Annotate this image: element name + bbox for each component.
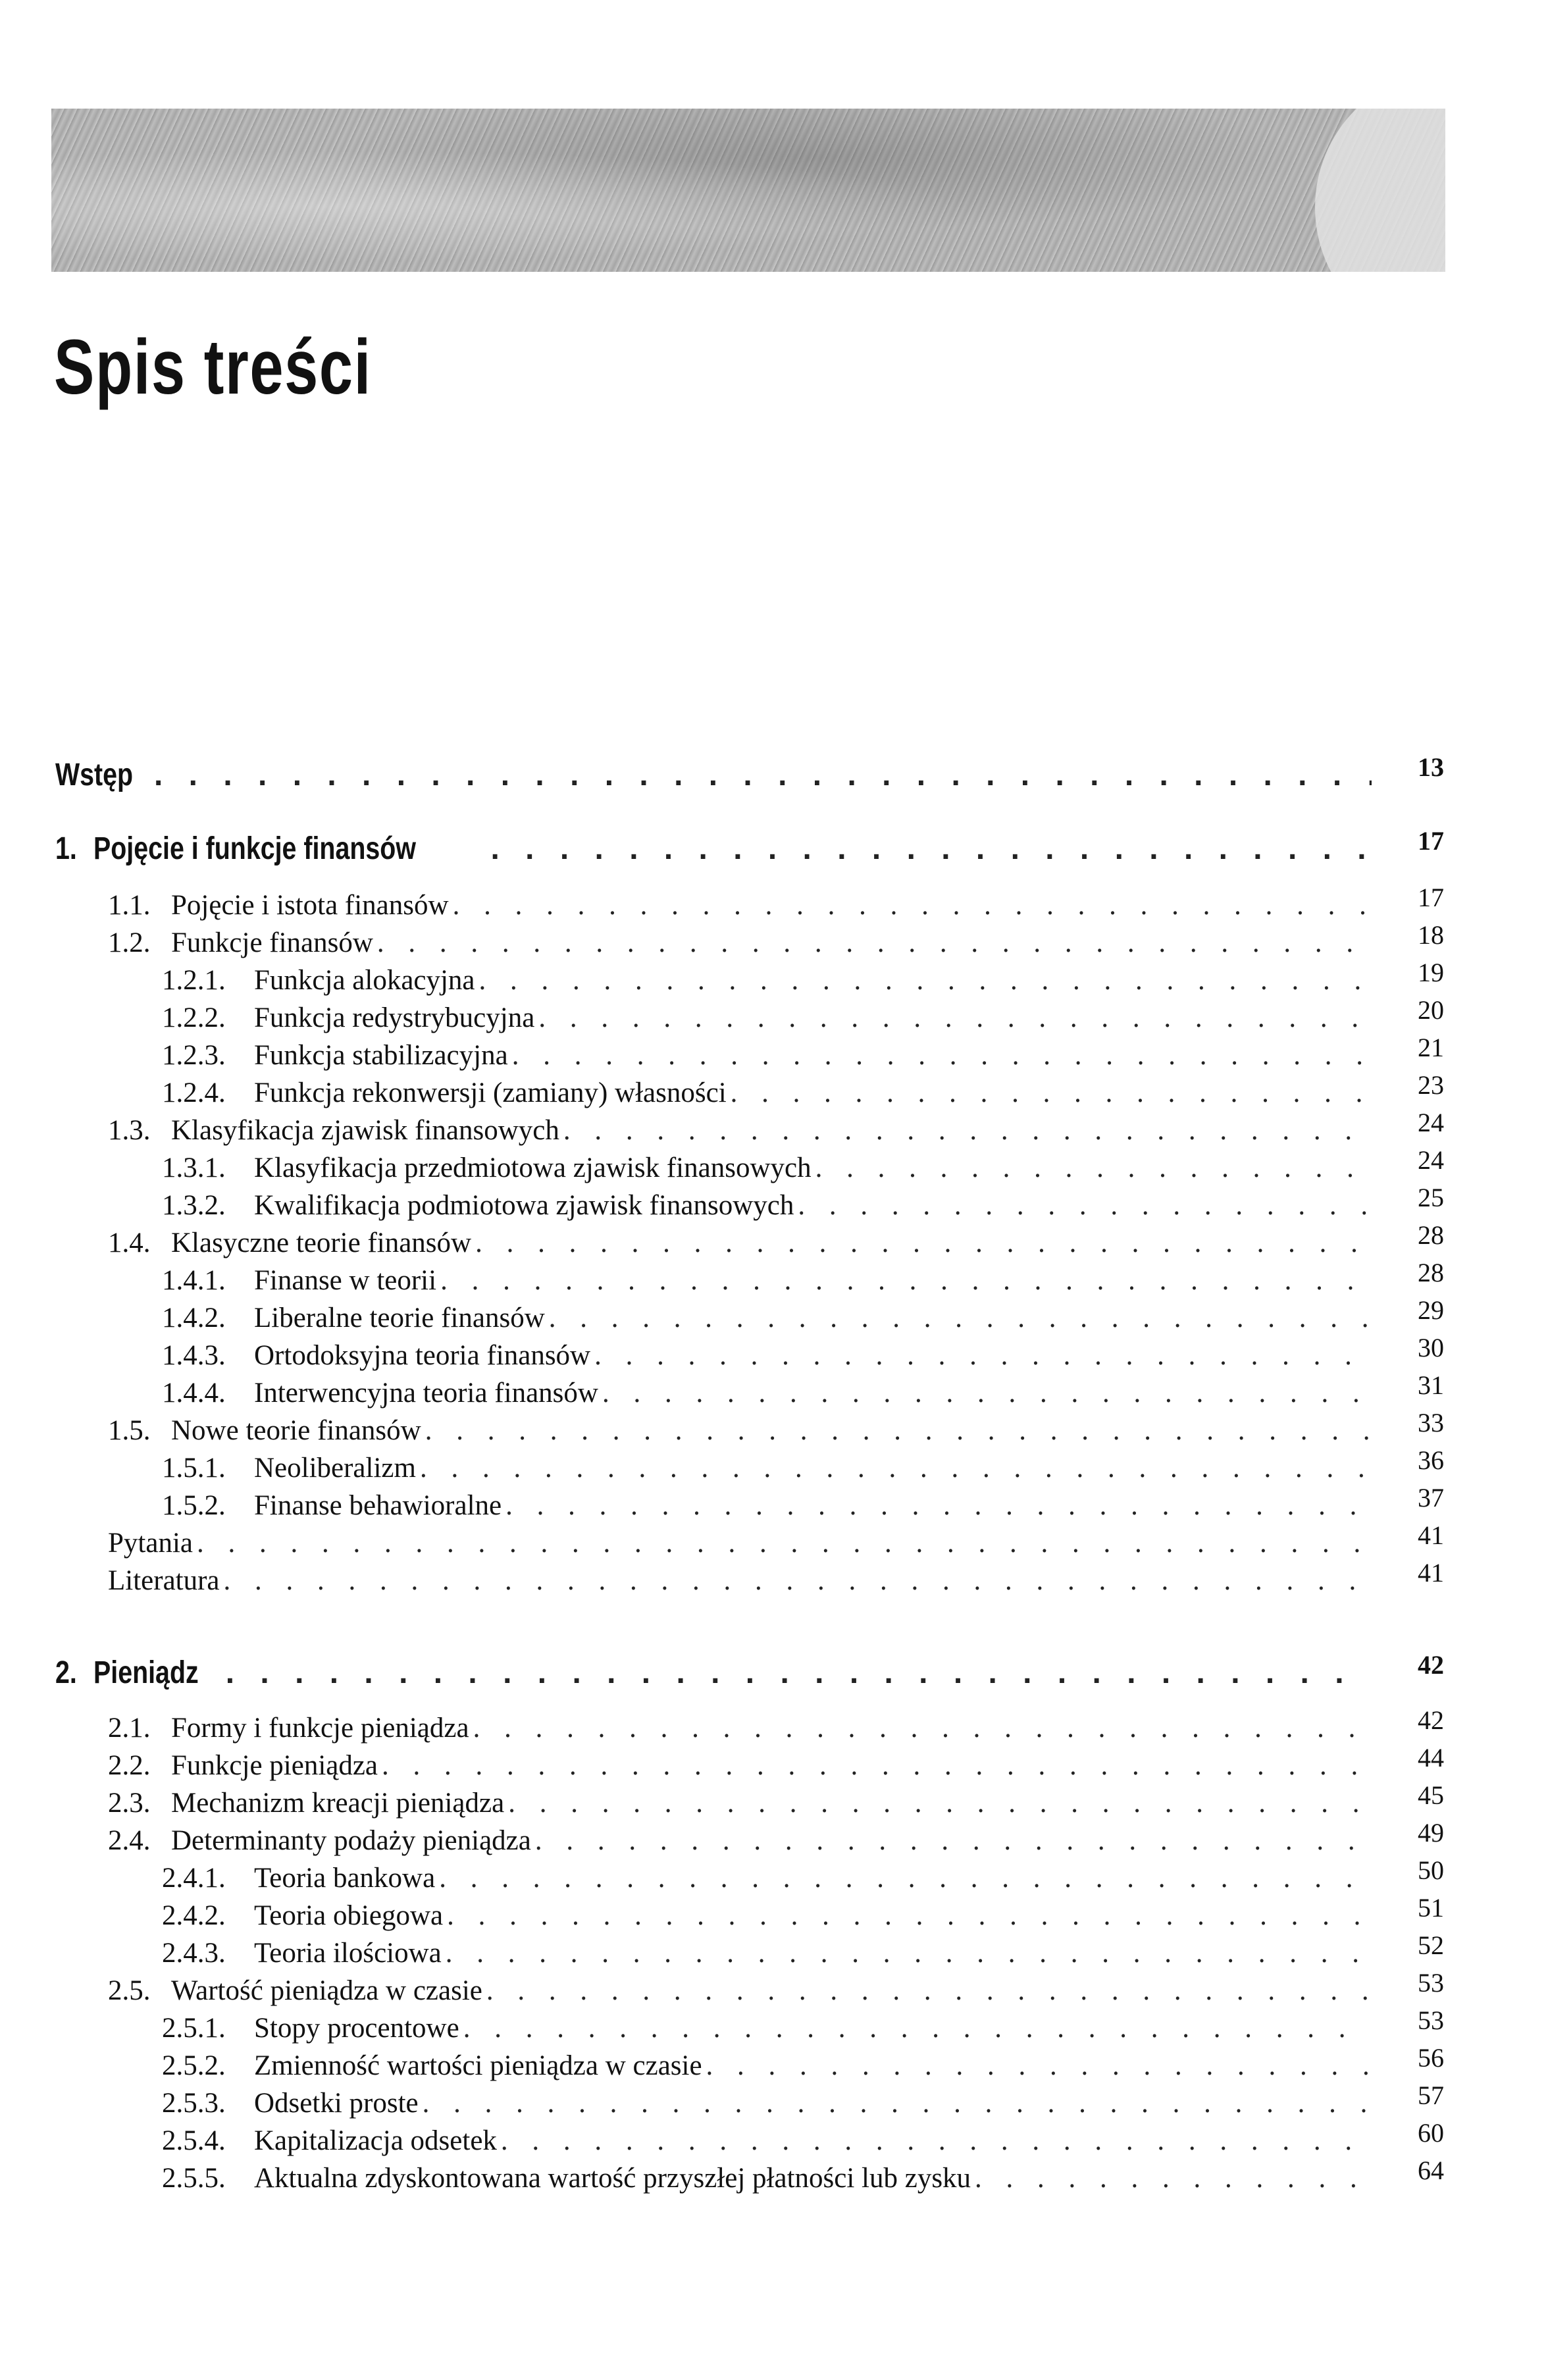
toc-entry: [162, 2005, 1444, 2047]
toc-entry-page-number: 41: [1418, 1520, 1444, 1550]
toc-entry-page-number: 18: [1418, 920, 1444, 950]
dot-leader: [473, 1710, 1372, 1747]
toc-entry-title: Funkcja rekonwersji (zamiany) własności: [254, 1077, 727, 1108]
toc-entry-title: Aktualna zdyskontowana wartość przyszłej płatności lub zysku: [254, 2163, 971, 2194]
toc-entry-number: 2.4.2.: [162, 1900, 226, 1931]
toc-entry-number: 1.4.1.: [162, 1265, 226, 1296]
toc-entry-page-number: 17: [1418, 883, 1444, 912]
dot-leader: [425, 1412, 1372, 1449]
dot-leader: [479, 962, 1372, 999]
toc-entry-page-number: 44: [1418, 1743, 1444, 1772]
dot-leader: [453, 887, 1372, 924]
toc-entry-page-number: 29: [1418, 1295, 1444, 1325]
toc-entry-title: Funkcje pieniądza: [171, 1750, 378, 1781]
dot-leader: [420, 1450, 1372, 1487]
toc-entry: [108, 1705, 1444, 1747]
dot-leader: [563, 1112, 1372, 1149]
toc-entry: [162, 1333, 1444, 1374]
toc-entry: [108, 1743, 1444, 1784]
toc-entry-number: 1.2.4.: [162, 1077, 226, 1108]
toc-entry: [162, 1930, 1444, 1972]
toc-entry-page-number: 53: [1418, 1968, 1444, 1998]
toc-entry-number: 1.4.: [108, 1228, 151, 1258]
dot-leader: [505, 1488, 1372, 1524]
toc-entry-page-number: 42: [1418, 1705, 1444, 1735]
toc-entry-title: Formy i funkcje pieniądza: [171, 1713, 469, 1744]
toc-entry-page-number: 49: [1418, 1818, 1444, 1848]
toc-entry: [162, 1145, 1444, 1187]
toc-entry-number: 1.4.4.: [162, 1378, 226, 1409]
dot-leader: [224, 1563, 1372, 1599]
toc-entry-number: 1.5.: [108, 1415, 151, 1446]
toc-entry-page-number: 24: [1418, 1108, 1444, 1137]
toc-entry: [108, 1780, 1444, 1822]
toc-entry-page-number: 50: [1418, 1855, 1444, 1885]
toc-entry-title: Mechanizm kreacji pieniądza: [171, 1788, 505, 1819]
toc-entry-number: 2.5.1.: [162, 2013, 226, 2044]
dot-leader: [815, 1150, 1372, 1187]
dot-leader: [538, 1000, 1372, 1037]
toc-entry-page-number: 28: [1418, 1220, 1444, 1250]
toc-entry-page-number: 19: [1418, 958, 1444, 987]
toc-entry-page-number: 13: [1418, 752, 1444, 782]
toc-entry-page-number: 24: [1418, 1145, 1444, 1175]
dot-leader: [154, 757, 1372, 794]
toc-entry-title: Funkcja alokacyjna: [254, 965, 475, 996]
toc-entry-title: Ortodoksyjna teoria finansów: [254, 1340, 591, 1371]
toc-entry: [162, 2118, 1444, 2160]
toc-entry-page-number: 17: [1418, 826, 1444, 856]
toc-entry: [162, 1893, 1444, 1934]
toc-entry-title: Funkcje finansów: [171, 927, 373, 958]
dot-leader: [975, 2160, 1372, 2197]
toc-entry: [108, 1220, 1444, 1262]
toc-entry-title: Teoria bankowa: [254, 1863, 436, 1894]
toc-entry-number: 2.4.: [108, 1825, 151, 1856]
toc-entry-page-number: 41: [1418, 1558, 1444, 1588]
page-title: Spis treści: [54, 324, 372, 411]
dot-leader: [446, 1935, 1372, 1972]
dot-leader: [602, 1375, 1372, 1412]
toc-entry-title: Literatura: [108, 1565, 220, 1596]
toc-entry-title: Determinanty podaży pieniądza: [171, 1825, 531, 1856]
toc-entry-page-number: 53: [1418, 2005, 1444, 2035]
toc-entry-title: Interwencyjna teoria finansów: [254, 1378, 598, 1409]
toc-entry: [162, 1070, 1444, 1112]
dot-leader: [377, 925, 1372, 962]
dot-leader: [535, 1823, 1372, 1859]
toc-entry-page-number: 28: [1418, 1258, 1444, 1287]
toc-entry-number: 1.: [55, 831, 77, 866]
toc-entry: [108, 1520, 1444, 1562]
toc-entry-title: Klasyczne teorie finansów: [171, 1228, 472, 1258]
toc-entry-page-number: 36: [1418, 1445, 1444, 1475]
toc-entry-number: 2.1.: [108, 1713, 151, 1744]
toc-entry-number: 1.1.: [108, 890, 151, 921]
toc-entry: [162, 1370, 1444, 1412]
dot-leader: [501, 2123, 1372, 2160]
toc-entry-title: Stopy procentowe: [254, 2013, 459, 2044]
toc-entry-page-number: 30: [1418, 1333, 1444, 1362]
toc-entry: [162, 1445, 1444, 1487]
toc-entry-number: 1.5.1.: [162, 1453, 226, 1484]
dot-leader: [226, 1655, 1372, 1692]
toc-entry-page-number: 45: [1418, 1780, 1444, 1810]
toc-entry-page-number: 21: [1418, 1033, 1444, 1062]
toc-entry: [162, 995, 1444, 1037]
toc-entry-number: 2.3.: [108, 1788, 151, 1819]
toc-entry: [162, 1033, 1444, 1074]
dot-leader: [491, 831, 1372, 867]
toc-entry-title: Pojęcie i istota finansów: [171, 890, 449, 921]
toc-entry: [162, 2156, 1444, 2197]
toc-entry: [162, 1483, 1444, 1524]
toc-entry-title: Pytania: [108, 1528, 193, 1559]
toc-entry: [162, 2081, 1444, 2122]
toc-entry: [108, 1108, 1444, 1149]
toc-entry-page-number: 42: [1418, 1650, 1444, 1680]
toc-entry: [108, 1558, 1444, 1599]
toc-entry-title: Teoria obiegowa: [254, 1900, 444, 1931]
toc-entry: [162, 958, 1444, 999]
toc-entry-page-number: 23: [1418, 1070, 1444, 1100]
toc-entry: [108, 1818, 1444, 1859]
toc-entry-page-number: 25: [1418, 1183, 1444, 1212]
dot-leader: [197, 1525, 1372, 1562]
toc-entry-number: 1.3.: [108, 1115, 151, 1146]
toc-entry-title: Pieniądz: [93, 1655, 199, 1690]
toc-entry-number: 1.4.2.: [162, 1303, 226, 1333]
toc-entry-title: Odsetki proste: [254, 2088, 419, 2119]
toc-entry-page-number: 37: [1418, 1483, 1444, 1513]
toc-entry-title: Liberalne teorie finansów: [254, 1303, 545, 1333]
dot-leader: [463, 2010, 1372, 2047]
toc-entry-number: 2.: [55, 1655, 77, 1690]
toc-entry: [55, 826, 1444, 867]
toc-entry-page-number: 57: [1418, 2081, 1444, 2110]
toc-entry: [108, 920, 1444, 962]
toc-entry: [108, 1968, 1444, 2009]
toc-entry-title: Pojęcie i funkcje finansów: [93, 831, 416, 866]
toc-entry-page-number: 60: [1418, 2118, 1444, 2148]
toc-entry: [55, 1650, 1444, 1692]
toc-entry: [162, 1183, 1444, 1224]
toc-entry-number: 2.4.1.: [162, 1863, 226, 1894]
toc-entry-number: 2.5.3.: [162, 2088, 226, 2119]
toc-entry-title: Kwalifikacja podmiotowa zjawisk finansowych: [254, 1190, 794, 1221]
toc-entry-title: Teoria ilościowa: [254, 1938, 442, 1969]
toc-entry-title: Wstęp: [55, 758, 134, 792]
dot-leader: [594, 1337, 1372, 1374]
toc-entry-title: Zmienność wartości pieniądza w czasie: [254, 2050, 702, 2081]
toc-entry: [108, 1408, 1444, 1449]
toc-entry-number: 2.5.5.: [162, 2163, 226, 2194]
dot-leader: [475, 1225, 1372, 1262]
dot-leader: [549, 1300, 1372, 1337]
toc-entry-title: Kapitalizacja odsetek: [254, 2125, 497, 2156]
toc-entry-number: 1.2.2.: [162, 1002, 226, 1033]
toc-entry-title: Klasyfikacja zjawisk finansowych: [171, 1115, 559, 1146]
toc-entry-number: 1.2.1.: [162, 965, 226, 996]
toc-entry-page-number: 64: [1418, 2156, 1444, 2185]
dot-leader: [512, 1037, 1372, 1074]
toc-entry-title: Wartość pieniądza w czasie: [171, 1975, 482, 2006]
dot-leader: [486, 1973, 1372, 2009]
toc-entry-number: 2.5.: [108, 1975, 151, 2006]
dot-leader: [382, 1747, 1372, 1784]
toc-entry: [108, 883, 1444, 924]
toc-entry-title: Finanse behawioralne: [254, 1490, 502, 1521]
toc-entry-title: Nowe teorie finansów: [171, 1415, 421, 1446]
dot-leader: [440, 1262, 1372, 1299]
toc-entry-number: 1.4.3.: [162, 1340, 226, 1371]
toc-entry-page-number: 33: [1418, 1408, 1444, 1437]
toc-entry-number: 2.5.2.: [162, 2050, 226, 2081]
toc-entry-title: Klasyfikacja przedmiotowa zjawisk finansowych: [254, 1152, 812, 1183]
toc-entry-title: Neoliberalizm: [254, 1453, 416, 1484]
toc-entry-number: 1.5.2.: [162, 1490, 226, 1521]
toc-entry: [162, 1258, 1444, 1299]
toc-entry-number: 1.2.3.: [162, 1040, 226, 1071]
toc-entry-page-number: 31: [1418, 1370, 1444, 1400]
toc-entry-number: 2.4.3.: [162, 1938, 226, 1969]
toc-entry-title: Finanse w teorii: [254, 1265, 437, 1296]
dot-leader: [798, 1187, 1372, 1224]
dot-leader: [439, 1860, 1372, 1897]
toc-entry-page-number: 52: [1418, 1930, 1444, 1960]
toc-entry-number: 1.3.2.: [162, 1190, 226, 1221]
dot-leader: [423, 2085, 1372, 2122]
toc-entry-number: 1.2.: [108, 927, 151, 958]
toc-entry-page-number: 51: [1418, 1893, 1444, 1923]
toc-entry-page-number: 20: [1418, 995, 1444, 1025]
toc-entry: [55, 752, 1444, 794]
toc-entry-number: 2.5.4.: [162, 2125, 226, 2156]
toc-entry-number: 1.3.1.: [162, 1152, 226, 1183]
dot-leader: [447, 1898, 1372, 1934]
toc-entry-page-number: 56: [1418, 2043, 1444, 2073]
toc-entry: [162, 1295, 1444, 1337]
toc-entry: [162, 1855, 1444, 1897]
dot-leader: [706, 2048, 1372, 2084]
toc-entry-number: 2.2.: [108, 1750, 151, 1781]
dot-leader: [508, 1785, 1372, 1822]
toc-entry-title: Funkcja redystrybucyjna: [254, 1002, 535, 1033]
toc-entry-title: Funkcja stabilizacyjna: [254, 1040, 508, 1071]
toc-entry: [162, 2043, 1444, 2084]
dot-leader: [731, 1075, 1372, 1112]
